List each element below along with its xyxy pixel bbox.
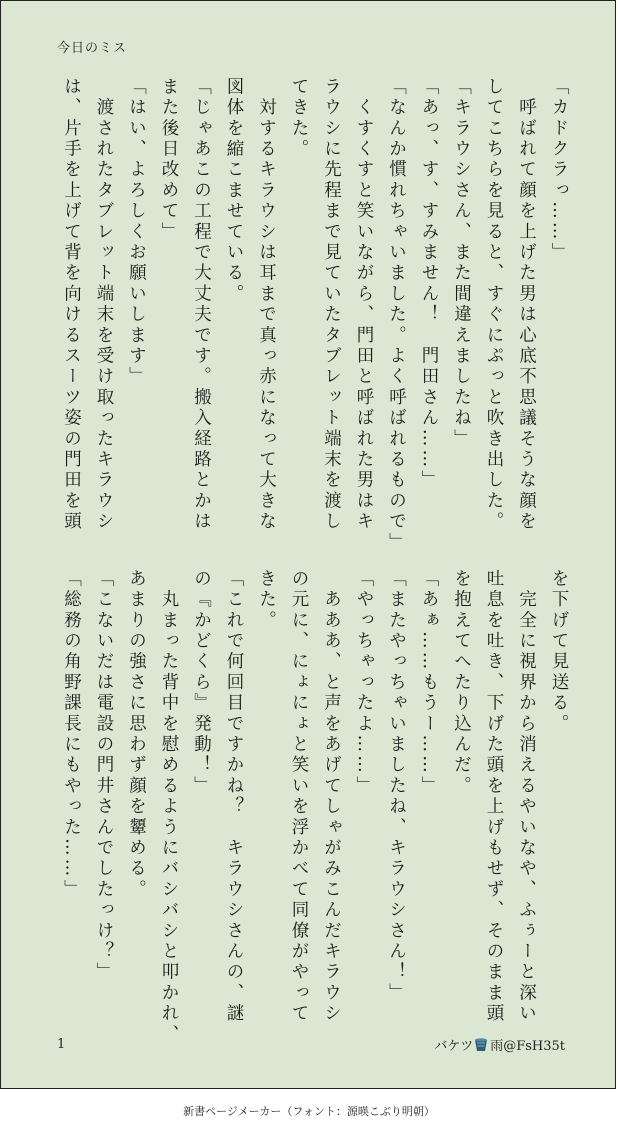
page-number: 1	[57, 1037, 66, 1052]
page-title: 今日のミス	[57, 41, 128, 56]
bucket-icon	[474, 1037, 488, 1052]
author-credit	[434, 1035, 565, 1054]
author-name-prefix: バケツ	[434, 1039, 474, 1054]
author-name-suffix: 雨@FsH35t	[490, 1039, 565, 1054]
body-text-upper: 「カドクラっ……」 呼ばれて顔を上げた男は心底不思議そうな顔を してこちらを見ると、すぐにぷっと吹き出した。 「キラウシさん、また間違えましたね」 「あっ、す、すみません！ 門田さん……」 「なんか慣れちゃいました。よく呼ばれるもので」 くすくすと笑いながら、門田と呼ばれた男はキ ラウシに先程まで見ていたタブレット端末を渡し てきた。 対するキラウシは耳まで真っ赤になって大きな 図体を縮こませている。 「じゃあこの工程で大丈夫です。搬入経路とかは また後日改めて」 「はい、よろしくお願いします」 渡されたタブレット端末を受け取ったキラウシ は、片手を上げて背を向けるスーツ姿の門田を頭	[61, 77, 569, 554]
generator-credit: 新書ページメーカー（フォント：源暎こぶり明朝）	[183, 1105, 435, 1118]
body-text-lower: を下げて見送る。 完全に視界から消えるやいなや、ふぅーと深い 吐息を吐き、下げた頭を上げもせず、そのまま頭 を抱えてへたり込んだ。 「あぁ……もうー……」 「またやっちゃいましたね、キラウシさん！」 「やっちゃったよ……」 あああ、と声をあげてしゃがみこんだキラウシ の元に、にょにょと笑いを浮かべて同僚がやって きた。 「これで何回目ですかね？ キラウシさんの、謎 の『かどくら』発動！」 丸まった背中を慰めるようにバシバシと叩かれ、 あまりの強さに思わず顔を顰める。 「こないだは電設の門井さんでしたっけ？」 「総務の角野課長にもやった……」	[61, 569, 569, 1046]
